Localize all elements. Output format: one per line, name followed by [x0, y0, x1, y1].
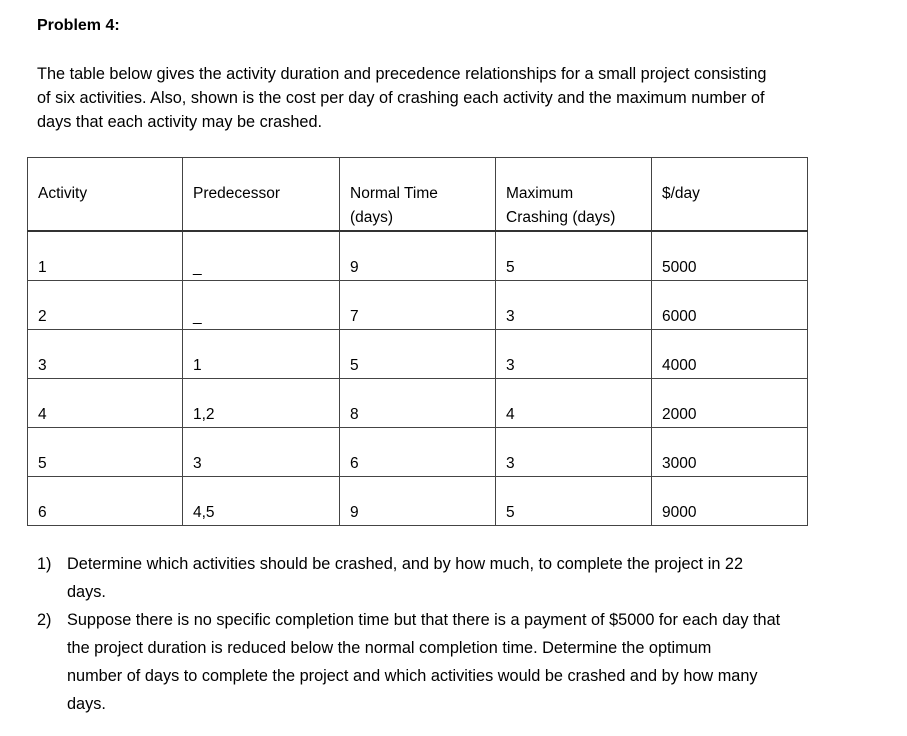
question-number: 1)	[37, 555, 52, 573]
cell-activity: 4	[28, 379, 183, 428]
cell-cost-per-day: 5000	[652, 231, 808, 281]
cell-max-crashing: 3	[496, 428, 652, 477]
cell-normal-time: 9	[340, 477, 496, 526]
cell-activity: 1	[28, 231, 183, 281]
table-row	[28, 379, 808, 428]
table-row	[28, 428, 808, 477]
cell-max-crashing: 3	[496, 281, 652, 330]
cell-cost-per-day: 2000	[652, 379, 808, 428]
problem-intro	[37, 62, 882, 134]
question-item	[37, 606, 882, 718]
activity-table	[27, 157, 808, 526]
intro-line: of six activities. Also, shown is the cost per day of crashing each activity and the maximum number of	[37, 89, 765, 107]
cell-predecessor: 4,5	[183, 477, 340, 526]
cell-predecessor: 1	[183, 330, 340, 379]
header-normal-time: Normal Time (days)	[340, 158, 496, 232]
question-number: 2)	[37, 611, 52, 629]
cell-predecessor: 1,2	[183, 379, 340, 428]
cell-activity: 2	[28, 281, 183, 330]
cell-cost-per-day: 9000	[652, 477, 808, 526]
cell-predecessor: _	[183, 281, 340, 330]
header-predecessor: Predecessor	[183, 158, 340, 232]
intro-line: days that each activity may be crashed.	[37, 113, 323, 131]
cell-max-crashing: 3	[496, 330, 652, 379]
cell-cost-per-day: 4000	[652, 330, 808, 379]
cell-activity: 6	[28, 477, 183, 526]
problem-title: Problem 4:	[37, 17, 120, 34]
header-activity: Activity	[28, 158, 183, 232]
cell-max-crashing: 4	[496, 379, 652, 428]
cell-cost-per-day: 6000	[652, 281, 808, 330]
question-list	[37, 550, 882, 718]
cell-activity: 3	[28, 330, 183, 379]
cell-normal-time: 7	[340, 281, 496, 330]
cell-normal-time: 9	[340, 231, 496, 281]
cell-max-crashing: 5	[496, 477, 652, 526]
header-max-crashing: Maximum Crashing (days)	[496, 158, 652, 232]
question-text: Determine which activities should be crashed, and by how much, to complete the project in 22 days.	[67, 555, 744, 601]
cell-max-crashing: 5	[496, 231, 652, 281]
cell-normal-time: 6	[340, 428, 496, 477]
table-row	[28, 281, 808, 330]
table-row	[28, 477, 808, 526]
cell-predecessor: _	[183, 231, 340, 281]
question-text: Suppose there is no specific completion time but that there is a payment of $5000 for each day that the project duration is reduced below the normal completion time. Determine the optimum number of days to complete the project and which activities would be crashed and by how many days.	[67, 611, 781, 713]
cell-normal-time: 8	[340, 379, 496, 428]
table-header-row	[28, 158, 808, 232]
cell-activity: 5	[28, 428, 183, 477]
table-row	[28, 330, 808, 379]
table-row	[28, 231, 808, 281]
intro-line: The table below gives the activity duration and precedence relationships for a small project consisting	[37, 65, 767, 83]
question-item	[37, 550, 882, 606]
cell-normal-time: 5	[340, 330, 496, 379]
header-cost-per-day: $/day	[652, 158, 808, 232]
cell-cost-per-day: 3000	[652, 428, 808, 477]
cell-predecessor: 3	[183, 428, 340, 477]
